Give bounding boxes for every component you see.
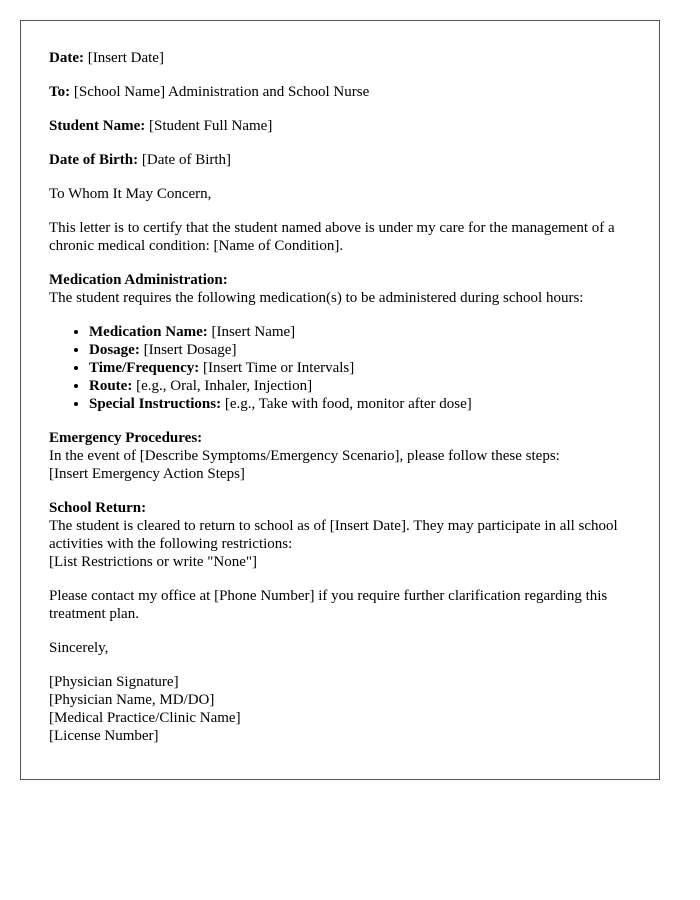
contact-paragraph: Please contact my office at [Phone Number] if you require further clarification regarding this treatment plan. <box>49 588 608 622</box>
to-value: [School Name] Administration and School Nurse <box>73 84 370 100</box>
emergency-heading: Emergency Procedures: <box>49 430 203 446</box>
date-line <box>49 49 631 67</box>
dob-label: Date of Birth: <box>49 152 139 168</box>
list-item <box>89 377 631 395</box>
medication-section <box>49 271 631 307</box>
closing: Sincerely, <box>49 640 109 656</box>
route-value: [e.g., Oral, Inhaler, Injection] <box>136 378 313 394</box>
signature-block <box>49 673 631 745</box>
intro-paragraph: This letter is to certify that the student named above is under my care for the management of a chronic medical condition: [Name of Condition]. <box>49 220 615 254</box>
emergency-text: In the event of [Describe Symptoms/Emergency Scenario], please follow these steps: <box>49 448 560 464</box>
practice-name: [Medical Practice/Clinic Name] <box>49 710 241 726</box>
student-name-value: [Student Full Name] <box>149 118 273 134</box>
medication-name-label: Medication Name: <box>89 324 208 340</box>
physician-name: [Physician Name, MD/DO] <box>49 692 215 708</box>
dosage-label: Dosage: <box>89 342 140 358</box>
school-return-section <box>49 499 631 571</box>
medication-text: The student requires the following medication(s) to be administered during school hours: <box>49 290 584 306</box>
list-item <box>89 341 631 359</box>
medication-heading: Medication Administration: <box>49 272 228 288</box>
frequency-label: Time/Frequency: <box>89 360 200 376</box>
list-item <box>89 323 631 341</box>
school-return-restrictions: [List Restrictions or write "None"] <box>49 554 258 570</box>
medication-list <box>49 323 631 413</box>
medication-name-value: [Insert Name] <box>211 324 296 340</box>
special-instructions-value: [e.g., Take with food, monitor after dose] <box>224 396 472 412</box>
emergency-section <box>49 429 631 483</box>
physician-signature: [Physician Signature] <box>49 674 179 690</box>
date-value: [Insert Date] <box>87 50 164 66</box>
list-item <box>89 359 631 377</box>
letter-document <box>20 20 660 780</box>
emergency-steps: [Insert Emergency Action Steps] <box>49 466 245 482</box>
student-name-line <box>49 117 631 135</box>
special-instructions-label: Special Instructions: <box>89 396 222 412</box>
to-line <box>49 83 631 101</box>
school-return-heading: School Return: <box>49 500 147 516</box>
student-name-label: Student Name: <box>49 118 146 134</box>
dob-value: [Date of Birth] <box>141 152 232 168</box>
date-label: Date: <box>49 50 84 66</box>
list-item <box>89 395 631 413</box>
dosage-value: [Insert Dosage] <box>143 342 237 358</box>
license-number: [License Number] <box>49 728 159 744</box>
dob-line <box>49 151 631 169</box>
to-label: To: <box>49 84 71 100</box>
frequency-value: [Insert Time or Intervals] <box>203 360 355 376</box>
route-label: Route: <box>89 378 133 394</box>
salutation: To Whom It May Concern, <box>49 186 212 202</box>
school-return-text: The student is cleared to return to school as of [Insert Date]. They may participate in all school activities with the following restrictions: <box>49 518 618 552</box>
